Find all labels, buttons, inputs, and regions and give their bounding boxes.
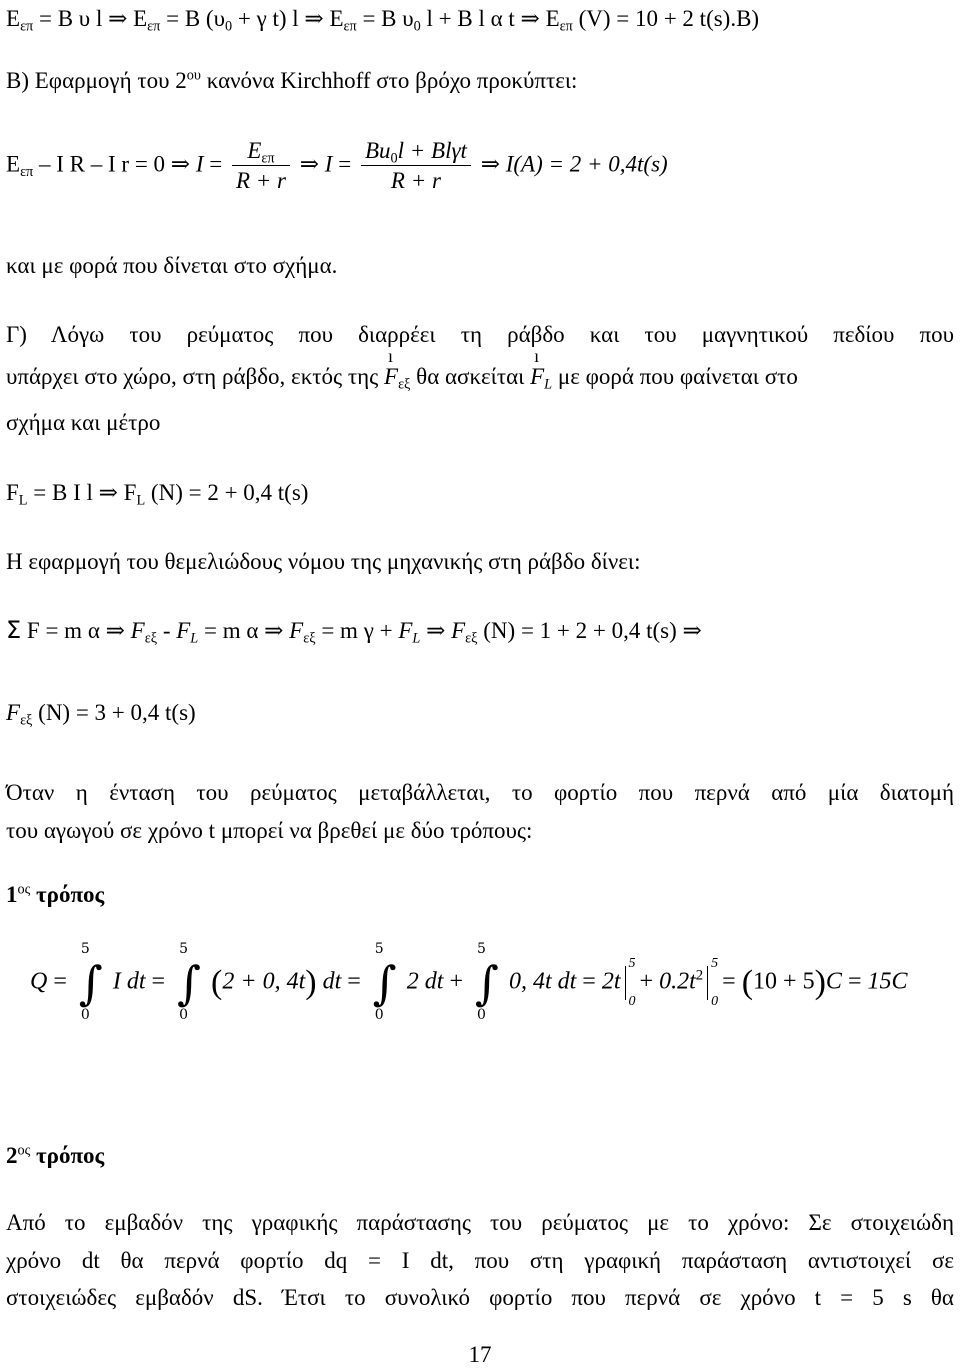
- sub: εξ: [398, 376, 411, 393]
- lu: 5: [628, 956, 636, 971]
- sub: L: [544, 376, 553, 393]
- text: 2 dt: [406, 968, 444, 995]
- area-paragraph-line3: στοιχειώδες εμβαδόν dS. Έτσι το συνολικό φορτίο που περνά σε χρόνο t = 5 s θα: [6, 1285, 954, 1310]
- sub: εξ: [303, 630, 316, 647]
- sub: επ: [20, 18, 34, 35]
- ll: 0: [476, 1007, 486, 1023]
- fraction-emf-over-resistance: [232, 138, 290, 195]
- text: 2 + 0, 4t: [222, 968, 306, 995]
- text: 0, 4t dt: [508, 968, 577, 995]
- text: 10 + 5: [753, 968, 815, 995]
- text: =: [203, 151, 228, 177]
- text: = B I l ⇒ F: [27, 480, 137, 505]
- text: F: [289, 618, 304, 643]
- evaluation-bar: [707, 956, 719, 1009]
- laplace-force-equation: [6, 480, 309, 509]
- text: – I R – I r = 0 ⇒: [33, 151, 196, 177]
- integral-sign: ∫ 5 0: [372, 941, 397, 1023]
- text: = Β (υ: [160, 6, 225, 31]
- kirchhoff-equation: [6, 138, 668, 195]
- sup: ος: [17, 1142, 31, 1159]
- ll: 0: [628, 993, 636, 1009]
- text: dt: [316, 968, 342, 995]
- text: = Β υ l ⇒ Ε: [33, 6, 148, 31]
- page-number: 17: [468, 1342, 492, 1367]
- text: ⇒: [299, 151, 325, 177]
- text: Q: [30, 968, 48, 995]
- text: Β) Εφαρμογή του 2: [6, 68, 187, 93]
- right-paren: ): [814, 964, 826, 1001]
- text: F: [398, 618, 413, 643]
- text: Ε: [247, 138, 262, 163]
- text: +: [443, 968, 469, 995]
- lu: 5: [179, 941, 188, 957]
- text: =: [716, 968, 742, 995]
- charge-paragraph-line1: Όταν η ένταση του ρεύματος μεταβάλλεται, το φορτίο που περνά από μία διατομή: [6, 780, 954, 805]
- numerator: [232, 138, 290, 166]
- text: F: [530, 364, 545, 389]
- area-paragraph-line1: Από το εμβαδόν της γραφικής παράστασης του ρεύματος με το χρόνο: Σε στοιχειώδη: [6, 1210, 954, 1235]
- denominator: R + r: [235, 168, 286, 194]
- sub: L: [190, 630, 199, 647]
- text: =: [576, 968, 602, 995]
- sub: L: [136, 492, 146, 509]
- sup: ου: [186, 67, 201, 84]
- text: I: [195, 151, 204, 177]
- sub: 0: [390, 150, 398, 167]
- sup: 2: [695, 967, 704, 984]
- text: (N) = 1 + 2 + 0,4 t(s) ⇒: [477, 618, 702, 643]
- text: F: [6, 700, 21, 725]
- ll: 0: [374, 1007, 384, 1023]
- integral-sign: ∫ 5 0: [78, 941, 103, 1023]
- text: με φορά που φαίνεται στο: [552, 364, 798, 389]
- text: κανόνα Kirchhoff στο βρόχο προκύπτει:: [200, 68, 578, 93]
- text: F: [176, 618, 191, 643]
- text: (N) = 3 + 0,4 t(s): [32, 700, 196, 725]
- integral-sign: ∫ 5 0: [474, 941, 499, 1023]
- text: υπάρχει στο χώρο, στη ράβδο, εκτός της: [6, 364, 385, 389]
- text: = m α ⇒: [198, 618, 290, 643]
- fraction-motional-emf: [361, 138, 471, 195]
- text: + γ t) l ⇒ Ε: [232, 6, 344, 31]
- method-2-heading: [6, 1143, 104, 1169]
- charge-paragraph-line2: του αγωγού σε χρόνο t μπορεί να βρεθεί με δύο τρόπους:: [6, 818, 533, 843]
- kirchhoff-intro: [6, 68, 577, 94]
- text: (V) = 10 + 2 t(s).Β): [572, 6, 760, 31]
- sup: ος: [17, 881, 31, 898]
- left-paren: (: [741, 964, 754, 1001]
- sub: L: [412, 630, 421, 647]
- lu: 5: [80, 941, 90, 957]
- text: 1: [6, 882, 18, 907]
- text: F: [384, 364, 399, 389]
- sigma-symbol: Σ: [6, 616, 22, 644]
- text: l + Β l α t ⇒ Ε: [420, 6, 560, 31]
- text: τρόπος: [30, 1143, 105, 1168]
- vector-f-ext: [384, 364, 411, 393]
- denominator: R + r: [390, 168, 441, 194]
- sub: 0: [224, 18, 233, 35]
- text: = m γ +: [315, 618, 399, 643]
- text: I dt: [112, 968, 146, 995]
- paragraph-gamma-line3: σχήμα και μέτρο: [6, 410, 161, 435]
- newton-intro: Η εφαρμογή του θεμελιώδους νόμου της μηχανικής στη ράβδο δίνει:: [6, 549, 641, 574]
- text: ⇒ I(A) = 2 + 0,4t(s): [480, 151, 668, 177]
- ll: 0: [179, 1007, 188, 1023]
- sub: 0: [413, 18, 421, 35]
- ll: 0: [711, 993, 719, 1009]
- text: F: [451, 618, 466, 643]
- text: Ε: [6, 6, 21, 31]
- ll: 0: [80, 1007, 90, 1023]
- sub: εξ: [20, 712, 33, 729]
- text: =: [341, 968, 367, 995]
- sub: επ: [20, 163, 34, 180]
- text: F = m α ⇒: [21, 618, 131, 643]
- text: ⇒: [420, 618, 452, 643]
- direction-text: και με φορά που δίνεται στο σχήμα.: [6, 253, 338, 278]
- right-paren: ): [305, 964, 317, 1001]
- text: Bu: [364, 138, 391, 163]
- text: F: [130, 618, 145, 643]
- text: C: [825, 968, 842, 995]
- sub: επ: [343, 18, 357, 35]
- sub: L: [18, 492, 28, 509]
- text: =: [841, 968, 868, 995]
- sub: εξ: [465, 630, 478, 647]
- paragraph-gamma-line1: Γ) Λόγω του ρεύματος που διαρρέει τη ράβδο και του μαγνητικού πεδίου που: [6, 322, 954, 347]
- newton-equation: [6, 617, 702, 645]
- lu: 5: [374, 941, 384, 957]
- paragraph-gamma-line2: [6, 364, 798, 393]
- text: (N) = 2 + 0,4 t(s): [145, 480, 309, 505]
- sub: εξ: [144, 630, 158, 647]
- method-1-heading: [6, 882, 104, 908]
- text: 2t: [601, 968, 621, 995]
- text: τρόπος: [30, 882, 105, 907]
- text: 2: [6, 1143, 18, 1168]
- left-paren: (: [211, 964, 223, 1001]
- evaluation-bar: [625, 956, 636, 1009]
- text: Ε: [6, 151, 21, 177]
- text: θα ασκείται: [410, 364, 531, 389]
- vector-f-laplace: [530, 364, 553, 393]
- numerator: [361, 138, 471, 166]
- text: = Β υ: [356, 6, 414, 31]
- text: -: [157, 618, 177, 643]
- lu: 5: [711, 956, 719, 971]
- text: I: [324, 151, 333, 177]
- integral-equation: [30, 941, 908, 1023]
- text: F: [6, 480, 19, 505]
- sub: επ: [261, 150, 275, 167]
- integral-sign: ∫ 5 0: [177, 941, 202, 1023]
- text: =: [47, 968, 73, 995]
- sub: επ: [147, 18, 161, 35]
- external-force-result: [6, 700, 196, 729]
- text: 0.2t: [659, 968, 696, 995]
- text: =: [145, 968, 172, 995]
- text: +: [633, 968, 660, 995]
- sub: επ: [559, 18, 573, 35]
- emf-equation-line: [6, 6, 760, 35]
- lu: 5: [476, 941, 486, 957]
- text: 15C: [867, 968, 908, 995]
- area-paragraph-line2: χρόνο dt θα περνά φορτίο dq = I dt, που στη γραφική παράσταση αντιστοιχεί σε: [6, 1248, 954, 1273]
- text: l + Blγt: [397, 138, 467, 163]
- text: =: [332, 151, 357, 177]
